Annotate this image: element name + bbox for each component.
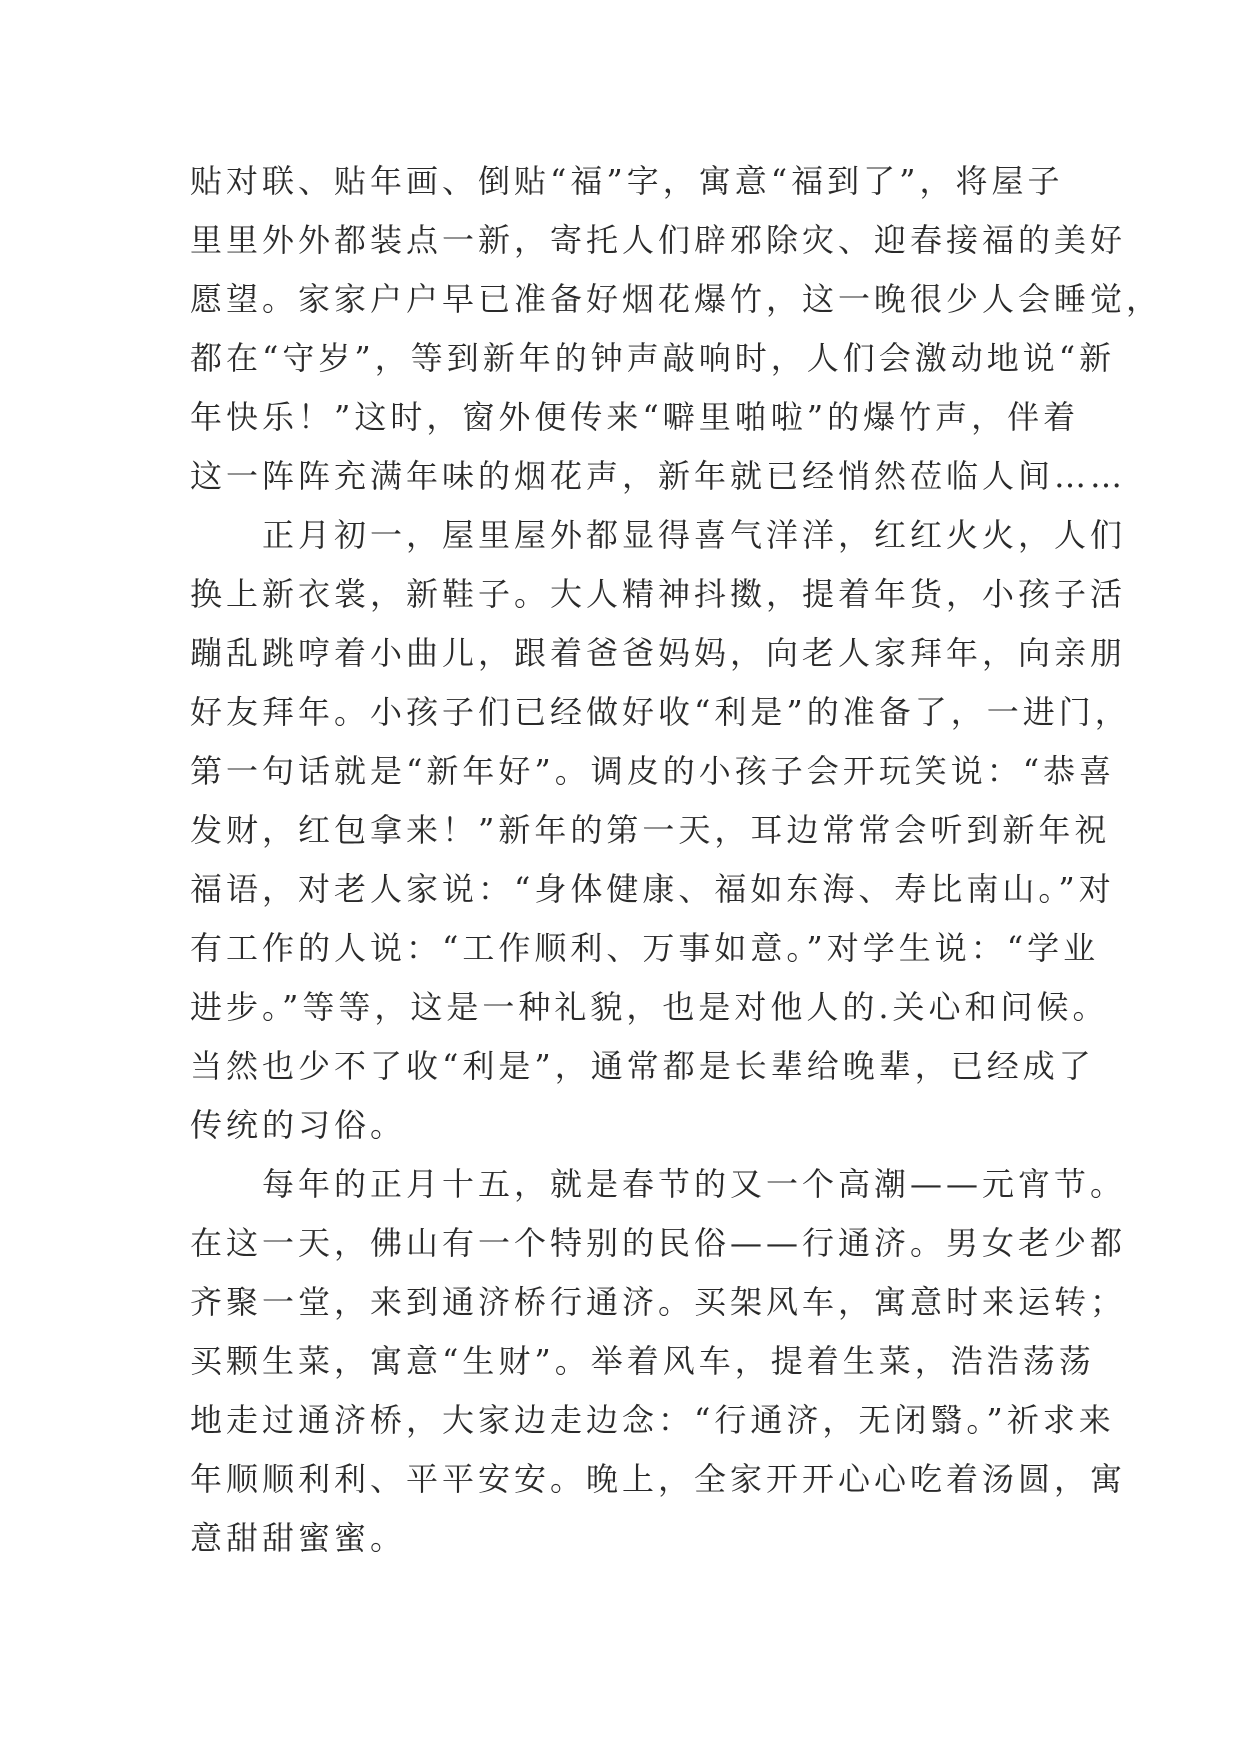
text-line: 意甜甜蜜蜜。 (190, 1519, 407, 1557)
text-line: 蹦乱跳哼着小曲儿，跟着爸爸妈妈，向老人家拜年，向亲朋 (190, 634, 1127, 672)
text-line: 当然也少不了收“利是”，通常都是长辈给晚辈，已经成了 (190, 1047, 1095, 1085)
text-line: 第一句话就是“新年好”。调皮的小孩子会开玩笑说：“恭喜 (190, 752, 1116, 790)
text-line: 贴对联、贴年画、倒贴“福”字，寓意“福到了”，将屋子 (190, 162, 1064, 200)
paragraph-first-line: 正月初一，屋里屋外都显得喜气洋洋，红红火火，人们 (262, 516, 1127, 554)
text-line: 买颗生菜，寓意“生财”。举着风车，提着生菜，浩浩荡荡 (190, 1342, 1095, 1380)
body-text (190, 152, 1163, 1568)
text-line: 传统的习俗。 (190, 1106, 407, 1144)
text-line: 愿望。家家户户早已准备好烟花爆竹，这一晚很少人会睡觉， (190, 280, 1163, 318)
text-line: 年快乐！”这时，窗外便传来“噼里啪啦”的爆竹声，伴着 (190, 398, 1080, 436)
text-line: 在这一天，佛山有一个特别的民俗——行通济。男女老少都 (190, 1224, 1127, 1262)
text-line: 福语，对老人家说：“身体健康、福如东海、寿比南山。”对 (190, 870, 1115, 908)
text-line: 这一阵阵充满年味的烟花声，新年就已经悄然莅临人间…… (190, 457, 1127, 495)
text-line: 好友拜年。小孩子们已经做好收“利是”的准备了，一进门， (190, 693, 1131, 731)
text-line: 都在“守岁”，等到新年的钟声敲响时，人们会激动地说“新 (190, 339, 1116, 377)
text-line: 换上新衣裳，新鞋子。大人精神抖擞，提着年货，小孩子活 (190, 575, 1127, 613)
text-line: 有工作的人说：“工作顺利、万事如意。”对学生说：“学业 (190, 929, 1100, 967)
text-line: 年顺顺利利、平平安安。晚上，全家开开心心吃着汤圆，寓 (190, 1460, 1127, 1498)
text-line: 齐聚一堂，来到通济桥行通济。买架风车，寓意时来运转； (190, 1283, 1127, 1321)
text-line: 里里外外都装点一新，寄托人们辟邪除灾、迎春接福的美好 (190, 221, 1127, 259)
paragraph-first-line: 每年的正月十五，就是春节的又一个高潮——元宵节。 (262, 1165, 1127, 1203)
text-line: 进步。”等等，这是一种礼貌，也是对他人的.关心和问候。 (190, 988, 1109, 1026)
text-line: 地走过通济桥，大家边走边念：“行通济，无闭翳。”祈求来 (190, 1401, 1115, 1439)
text-line: 发财，红包拿来！”新年的第一天，耳边常常会听到新年祝 (190, 811, 1111, 849)
